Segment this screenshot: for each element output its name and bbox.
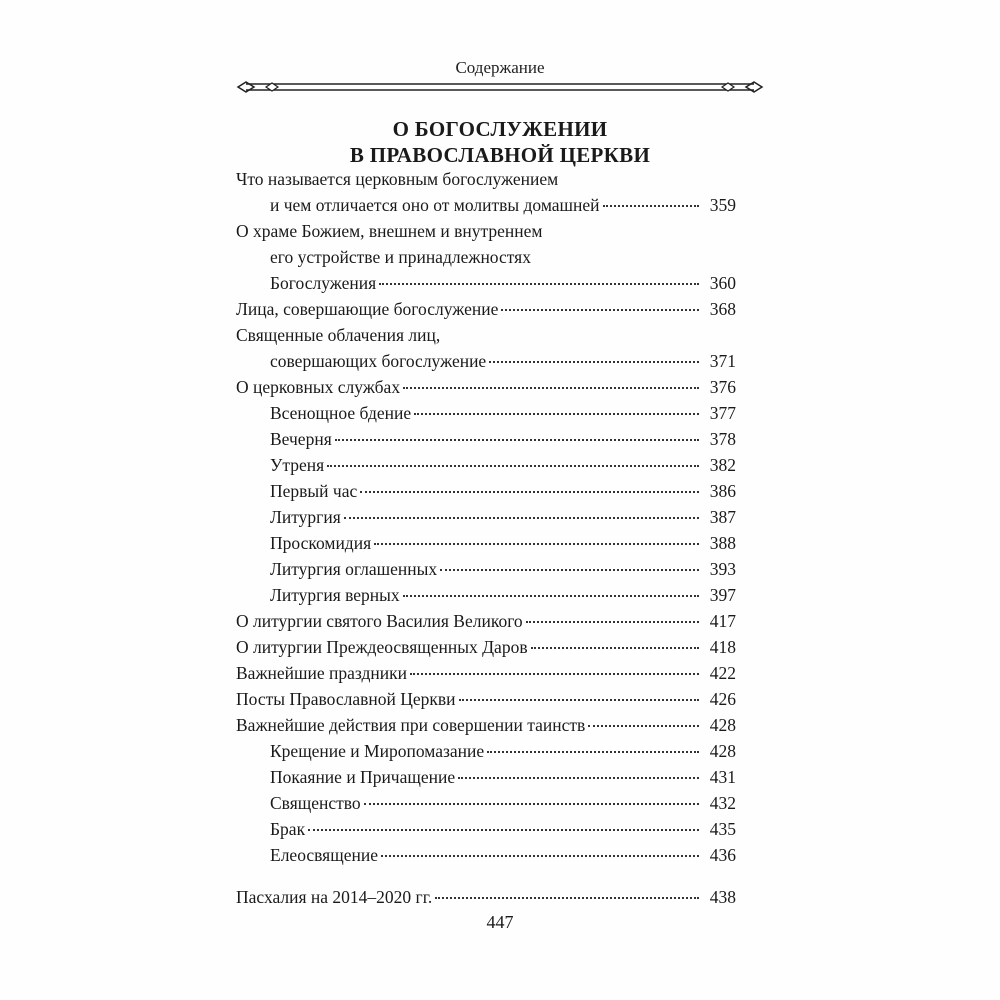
toc-entry <box>236 608 736 634</box>
toc-page-number: 360 <box>709 273 736 293</box>
toc-entry-title: Брак <box>270 819 306 839</box>
dot-leader <box>489 361 699 363</box>
toc-entry-title: Литургия верных <box>270 585 400 605</box>
toc-entry <box>236 374 736 400</box>
dot-leader <box>435 897 699 899</box>
toc-entry <box>236 270 736 296</box>
toc-entry-title: Покаяние и Причащение <box>270 767 456 787</box>
toc-page-number: 438 <box>709 887 736 907</box>
dot-leader <box>603 205 699 207</box>
toc-entry-title: и чем отличается оно от молитвы домашней <box>270 195 600 215</box>
toc-page-number: 359 <box>709 195 736 215</box>
toc-page-number: 388 <box>709 533 736 553</box>
dot-leader <box>403 387 699 389</box>
folio-page-number: 447 <box>486 912 514 932</box>
toc-page-number: 428 <box>709 741 736 761</box>
dot-leader <box>403 595 699 597</box>
toc-page-number: 393 <box>709 559 736 579</box>
dot-leader <box>526 621 699 623</box>
toc-entry-line: Священные облачения лиц, <box>236 325 441 345</box>
toc-page-number: 422 <box>709 663 736 683</box>
dot-leader <box>344 517 699 519</box>
dot-leader <box>588 725 699 727</box>
toc-entry <box>236 660 736 686</box>
toc-page-number: 431 <box>709 767 736 787</box>
toc-subentry <box>236 530 736 556</box>
toc-entry-title: О литургии святого Василия Великого <box>236 611 523 631</box>
toc-entry <box>236 634 736 660</box>
toc-subentry <box>236 816 736 842</box>
dot-leader <box>440 569 699 571</box>
toc-entry <box>236 348 736 374</box>
dot-leader <box>459 699 699 701</box>
toc-page-number: 428 <box>709 715 736 735</box>
toc-subentry <box>236 478 736 504</box>
toc-page-number: 417 <box>709 611 736 631</box>
dot-leader <box>501 309 699 311</box>
toc-page-number: 418 <box>709 637 736 657</box>
section-title-line2: В ПРАВОСЛАВНОЙ ЦЕРКВИ <box>349 143 651 167</box>
toc-page-number: 376 <box>709 377 736 397</box>
toc-entry-title: Важнейшие праздники <box>236 663 407 683</box>
toc-entry <box>236 884 736 910</box>
dot-leader <box>364 803 699 805</box>
toc-entry-title: Елеосвящение <box>270 845 378 865</box>
toc-subentry <box>236 582 736 608</box>
ornament-divider <box>236 78 764 96</box>
toc-entry-title: О церковных службах <box>236 377 401 397</box>
toc-entry <box>236 296 736 322</box>
dot-leader <box>458 777 699 779</box>
toc-subentry <box>236 452 736 478</box>
toc-page-number: 377 <box>709 403 736 423</box>
toc-entry <box>236 686 736 712</box>
toc-page-number: 426 <box>709 689 736 709</box>
toc-entry-title: Священство <box>270 793 361 813</box>
toc-subentry <box>236 426 736 452</box>
dot-leader <box>374 543 699 545</box>
toc-entry-line: его устройстве и принадлежностях <box>270 247 531 267</box>
toc-page-number: 368 <box>709 299 736 319</box>
toc-entry-title: Лица, совершающие богослужение <box>236 299 499 319</box>
toc-entry-title: Утреня <box>270 455 325 475</box>
toc-page-number: 397 <box>709 585 736 605</box>
running-header: Содержание <box>455 58 545 77</box>
toc-page-number: 436 <box>709 845 736 865</box>
dot-leader <box>327 465 699 467</box>
toc-entry-title: Литургия <box>270 507 341 527</box>
toc-entry-title: Важнейшие действия при совершении таинств <box>236 715 586 735</box>
dot-leader <box>335 439 699 441</box>
dot-leader <box>360 491 699 493</box>
dot-leader <box>410 673 699 675</box>
toc-page-number: 382 <box>709 455 736 475</box>
dot-leader <box>379 283 699 285</box>
dot-leader <box>531 647 699 649</box>
table-of-contents <box>236 166 736 910</box>
toc-entry-title: Пасхалия на 2014–2020 гг. <box>236 887 433 907</box>
toc-entry-title: Проскомидия <box>270 533 372 553</box>
toc-entry-title: О литургии Преждеосвященных Даров <box>236 637 528 657</box>
toc-page-number: 378 <box>709 429 736 449</box>
toc-page-number: 432 <box>709 793 736 813</box>
toc-page-number: 386 <box>709 481 736 501</box>
toc-entry-title: совершающих богослужение <box>270 351 487 371</box>
toc-page-number: 371 <box>709 351 736 371</box>
toc-subentry <box>236 504 736 530</box>
toc-page-number: 387 <box>709 507 736 527</box>
toc-subentry <box>236 764 736 790</box>
toc-entry-title: Крещение и Миропомазание <box>270 741 485 761</box>
toc-entry-title: Вечерня <box>270 429 332 449</box>
toc-subentry <box>236 842 736 868</box>
toc-subentry <box>236 738 736 764</box>
dot-leader <box>308 829 699 831</box>
toc-entry-title: Литургия оглашенных <box>270 559 438 579</box>
toc-entry-title: Первый час <box>270 481 358 501</box>
toc-subentry <box>236 790 736 816</box>
toc-entry-title: Посты Православной Церкви <box>236 689 456 709</box>
section-title-line1: О БОГОСЛУЖЕНИИ <box>392 117 608 141</box>
toc-entry <box>236 712 736 738</box>
dot-leader <box>414 413 699 415</box>
dot-leader <box>381 855 699 857</box>
toc-entry-title: Богослужения <box>270 273 377 293</box>
toc-entry <box>236 192 736 218</box>
toc-entry-line: Что называется церковным богослужением <box>236 169 559 189</box>
section-title <box>0 116 1000 168</box>
dot-leader <box>487 751 699 753</box>
toc-subentry <box>236 556 736 582</box>
toc-entry-title: Всенощное бдение <box>270 403 412 423</box>
toc-page-number: 435 <box>709 819 736 839</box>
toc-subentry <box>236 400 736 426</box>
toc-entry-line: О храме Божием, внешнем и внутреннем <box>236 221 543 241</box>
